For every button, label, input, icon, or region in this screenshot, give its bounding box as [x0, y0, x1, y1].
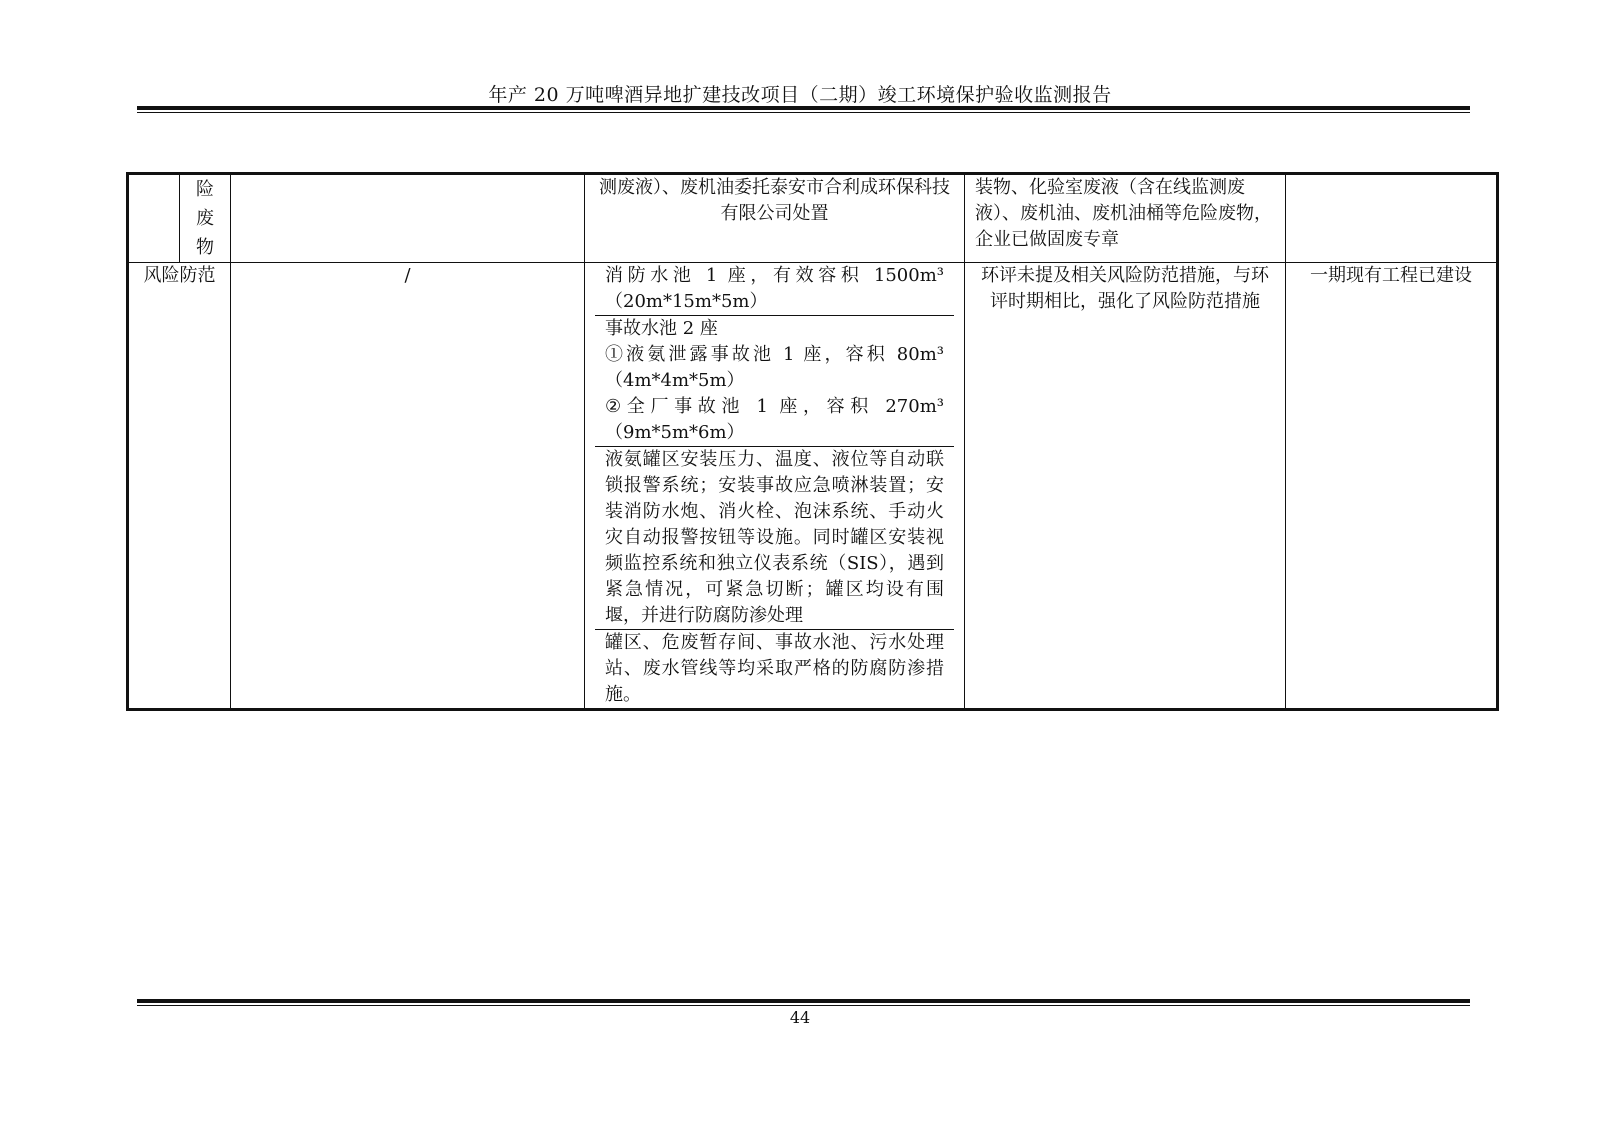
measure-anti-seepage: 罐区、危废暂存间、事故水池、污水处理站、废水管线等均采取严格的防腐防渗措施。 [605, 632, 944, 705]
hazard-subcategory-cell [180, 174, 231, 263]
header-rule-thin [137, 112, 1470, 113]
acceptance-table [126, 172, 1499, 711]
comparison-cell: 装物、化验室废液（含在线监测废液）、废机油、废机油桶等危险废物，企业已做固废专章 [965, 174, 1286, 263]
measures-subtable [595, 263, 954, 708]
footer-rule-thick [137, 999, 1470, 1003]
comparison-text: 环评未提及相关风险防范措施，与环评时期相比，强化了风险防范措施 [981, 265, 1269, 312]
report-header-title: 年产 20 万吨啤酒异地扩建技改项目（二期）竣工环境保护验收监测报告 [488, 84, 1112, 106]
table-row-risk-prevention [128, 263, 1498, 710]
measures-cell [585, 263, 965, 710]
category-cell-risk: 风险防范 [128, 263, 231, 710]
eia-requirement-cell [231, 174, 585, 263]
measure-ammonia-tank-safety: 液氨罐区安装压力、温度、液位等自动联锁报警系统；安装事故应急喷淋装置；安装消防水炮、消火栓、泡沫系统、手动火灾自动报警按钮等设施。同时罐区安装视频监控系统和独立仪表系统（SIS），遇到紧急情况，可紧急切断；罐区均设有围堰，并进行防腐防渗处理 [595, 447, 954, 630]
eia-requirement-cell: / [231, 263, 585, 710]
category-cell-empty [128, 174, 180, 263]
remark-cell [1286, 174, 1498, 263]
page-number: 44 [789, 1008, 811, 1027]
header-rule-thick [137, 106, 1470, 110]
measure-fire-pool: 消防水池 1 座，有效容积 1500m³（20m*15m*5m） [595, 263, 954, 316]
measure-accident-pools: 事故水池 2 座 ①液氨泄露事故池 1 座，容积 80m³（4m*4m*5m） ②全厂事故池 1 座，容积 270m³（9m*5m*6m） [595, 316, 954, 447]
footer-rule-thin [137, 1005, 1470, 1006]
hazard-subcategory-label: 险废物 [196, 179, 214, 258]
comparison-cell-risk [965, 263, 1286, 710]
actual-measure-cell: 测废液）、废机油委托泰安市合利成环保科技有限公司处置 [585, 174, 965, 263]
remark-cell-risk: 一期现有工程已建设 [1286, 263, 1498, 710]
table-row-hazardous-waste [128, 174, 1498, 263]
